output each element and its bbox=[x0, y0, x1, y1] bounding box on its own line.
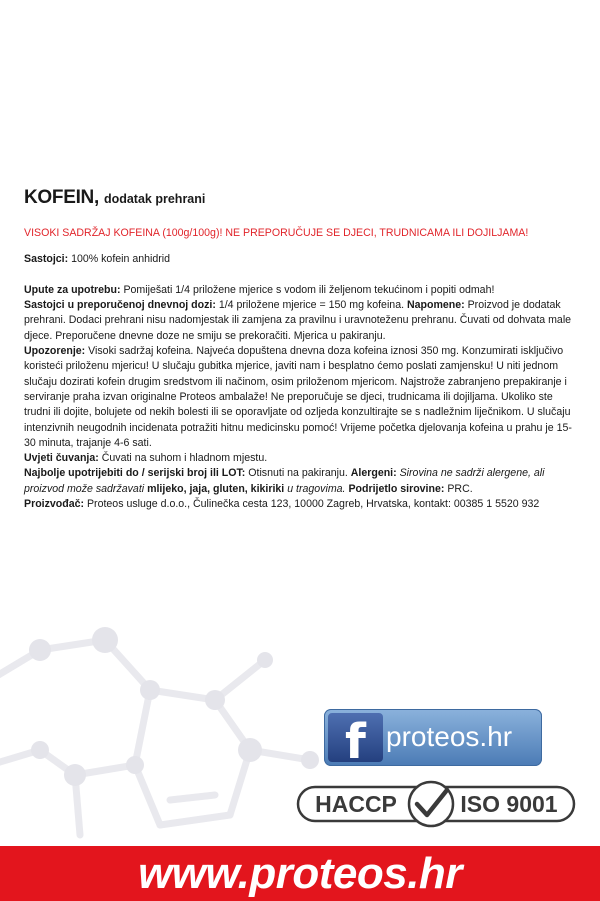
label-content bbox=[24, 187, 580, 512]
ingredients-line bbox=[24, 252, 580, 267]
caution-label: Upozorenje: bbox=[24, 345, 86, 358]
lot-label: Najbolje upotrijebiti do / serijski broj ili LOT: bbox=[24, 467, 246, 480]
ingredients-label: Sastojci: bbox=[24, 252, 69, 265]
lot-paragraph bbox=[24, 466, 580, 497]
product-title bbox=[24, 187, 580, 208]
website-url[interactable]: www.proteos.hr bbox=[138, 849, 462, 898]
haccp-text: HACCP bbox=[315, 791, 397, 817]
dose-label: Sastojci u preporučenoj dnevnoj dozi: bbox=[24, 299, 216, 312]
molecule-watermark bbox=[0, 600, 330, 850]
haccp-iso-badge bbox=[296, 778, 576, 830]
storage-text: Čuvati na suhom i hladnom mjestu. bbox=[98, 452, 268, 465]
storage-line bbox=[24, 451, 580, 466]
allergens-label: Alergeni: bbox=[350, 467, 397, 480]
origin-label: Podrijetlo sirovine: bbox=[345, 482, 445, 495]
facebook-label: proteos.hr bbox=[386, 721, 513, 752]
allergens-trace-text: u tragovima. bbox=[284, 482, 346, 495]
allergens-text: Sirovina ne sadrži alergene, ali proizvod može sadržavati bbox=[24, 467, 545, 495]
origin-text: PRC. bbox=[444, 482, 473, 495]
usage-text: Pomiješati 1/4 priložene mjerice s vodom ili željenom tekućinom i popiti odmah! bbox=[120, 283, 495, 296]
notes-label: Napomene: bbox=[406, 299, 465, 312]
producer-label: Proizvođač: bbox=[24, 498, 85, 511]
iso-text: ISO 9001 bbox=[460, 791, 558, 817]
notes-text: Proizvod je dodatak prehrani. Dodaci prehrani nisu nadomjestak ili zamjena za pravilnu i uravnoteženu prehranu. Čuvati od dohvata male djece. Preporučene dnevne doze ne smiju se prekoračiti. Mjerica u pakiranju. bbox=[24, 299, 572, 342]
allergens-list: mlijeko, jaja, gluten, kikiriki bbox=[144, 482, 285, 495]
lot-text: Otisnuti na pakiranju. bbox=[245, 467, 351, 480]
caffeine-warning: VISOKI SADRŽAJ KOFEINA (100g/100g)! NE PREPORUČUJE SE DJECI, TRUDNICAMA ILI DOJILJAMA! bbox=[24, 227, 529, 240]
caution-paragraph bbox=[24, 344, 580, 451]
website-banner bbox=[0, 846, 600, 901]
producer-text: Proteos usluge d.o.o., Čulinečka cesta 123, 10000 Zagreb, Hrvatska, kontakt: 00385 1 5520 932 bbox=[84, 498, 540, 511]
dose-paragraph bbox=[24, 298, 580, 344]
usage-label: Upute za upotrebu: bbox=[24, 283, 121, 296]
ingredients-text: 100% kofein anhidrid bbox=[68, 252, 171, 265]
storage-label: Uvjeti čuvanja: bbox=[24, 452, 99, 465]
caution-text: Visoki sadržaj kofeina. Najveća dopuštena dnevna doza kofeina iznosi 350 mg. Konzumirati isključivo koristeći priloženu mjericu! U slučaju gubitka mjerice, javiti nam i besplatno ćemo poslati zamjensku! U niti jednom slučaju dozirati kofein drugim sredstvom ili načinom, osim priloženom mjericom. Najstrože zabranjeno prepakiranje i serviranje praha izvan originalne Proteos ambalaže! Ne preporučuje se djeci, trudnicama ili dojiljama. Ukoliko ste trudni ili dojite, bolujete od nekih bolesti ili se oporavljate od ozljeda konzultirajte se s nadležnim liječnikom. U slučaju intenzivnih neugodnih incidenata potražiti hitnu medicinsku pomoć! Vrijeme početka djelovanja kofeina u prahu je 15-30 minuta, trajanje 4-6 sati. bbox=[24, 345, 572, 449]
usage-line bbox=[24, 283, 580, 298]
dose-text: 1/4 priložene mjerice = 150 mg kofeina. bbox=[215, 299, 407, 312]
product-name: KOFEIN, bbox=[24, 187, 99, 208]
facebook-badge[interactable] bbox=[324, 709, 542, 770]
producer-line bbox=[24, 497, 580, 512]
product-subtitle: dodatak prehrani bbox=[103, 192, 206, 206]
facebook-icon: f bbox=[328, 713, 383, 762]
